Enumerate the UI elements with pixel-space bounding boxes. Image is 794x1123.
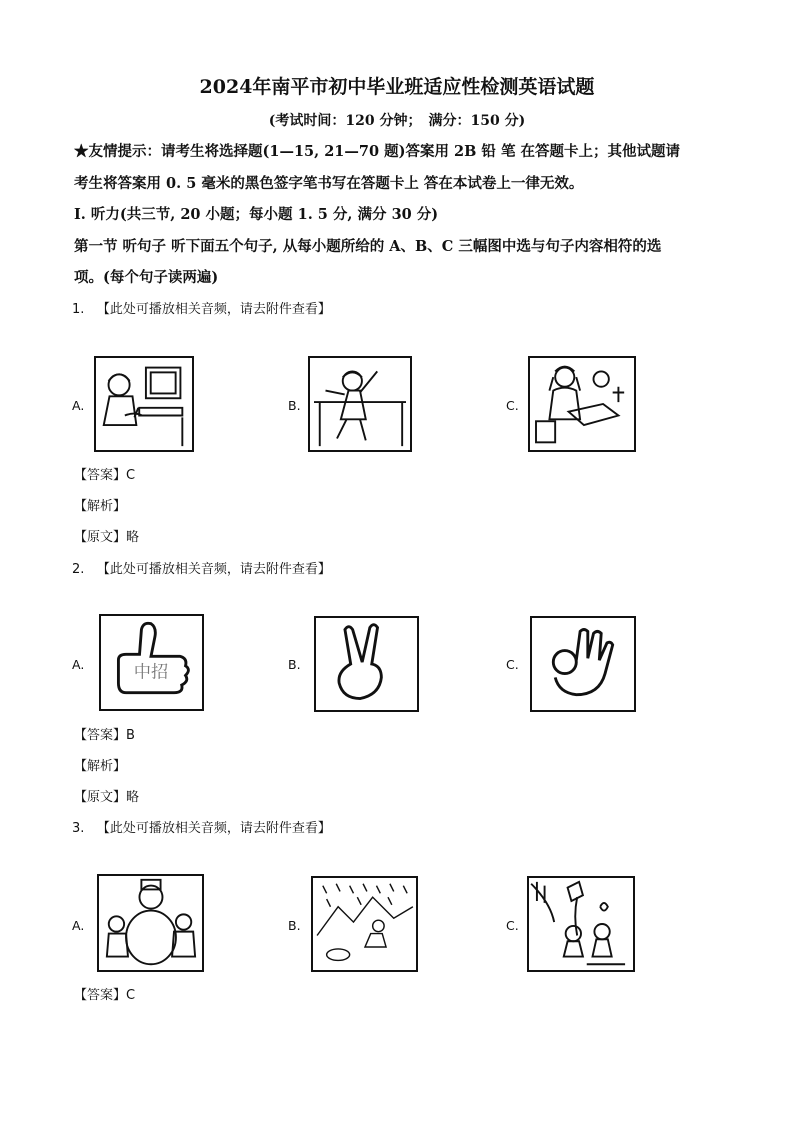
original-value: 略 [126,530,140,545]
thumbs-up-image[interactable] [99,614,204,711]
answer-value: C [126,468,136,483]
girl-computer-image[interactable] [94,356,194,452]
question-2-analysis [74,755,126,774]
question-number: 1. [72,302,85,317]
option-label: C. [506,918,519,933]
option-label: C. [506,398,519,413]
option-label: B. [288,398,301,413]
watermark-text: 中招 [133,662,169,683]
question-2-prompt [72,558,331,577]
original-label: 【原文】 [74,790,127,805]
option-label: A. [72,657,85,672]
question-number: 3. [72,821,85,836]
kite-flying-image[interactable] [527,876,635,972]
snowman-image[interactable] [97,874,204,972]
question-1-original [74,526,139,545]
notice-line-2: 考生将答案用 0. 5 毫米的黑色签字笔书写在答题卡上 答在本试卷上一律无效。 [74,175,584,192]
page-title: 2024年南平市初中毕业班适应性检测英语试题 [199,76,595,98]
option-label: B. [288,918,301,933]
exam-info: (考试时间：120 分钟； 满分：150 分) [268,113,526,129]
question-1-answer [74,464,135,483]
audio-prompt[interactable]: 【此处可播放相关音频，请去附件查看】 [96,562,331,577]
answer-label: 【答案】 [74,468,127,483]
girl-reading-image[interactable] [528,356,636,452]
question-1-prompt [72,298,331,317]
part1-instruction-1: 第一节 听句子 听下面五个句子, 从每小题所给的 A、B、C 三幅图中选与句子内容相符的选 [74,238,662,255]
question-number: 2. [72,562,85,577]
audio-prompt[interactable]: 【此处可播放相关音频，请去附件查看】 [96,821,331,836]
question-1-analysis [74,495,126,514]
section-heading: I. 听力(共三节, 20 小题；每小题 1. 5 分, 满分 30 分) [74,206,439,223]
analysis-label: 【解析】 [74,759,127,774]
part1-instruction-2: 项。(每个句子读两遍) [74,269,219,286]
answer-value: C [126,988,136,1003]
question-2-original [74,786,139,805]
question-3-prompt [72,817,331,836]
question-2-answer [74,724,135,743]
notice-line-1: ★友情提示：请考生将选择题(1—15, 21—70 题)答案用 2B 铅 笔 在答题卡上；其他试题请 [74,143,681,160]
option-label: A. [72,918,85,933]
original-value: 略 [126,790,140,805]
analysis-label: 【解析】 [74,499,127,514]
option-label: B. [288,657,301,672]
rain-mountain-image[interactable] [311,876,418,972]
answer-value: B [126,728,135,743]
answer-label: 【答案】 [74,728,127,743]
original-label: 【原文】 [74,530,127,545]
ok-sign-image[interactable] [530,616,636,712]
question-3-answer [74,984,135,1003]
option-label: A. [72,398,85,413]
answer-label: 【答案】 [74,988,127,1003]
girl-dancing-image[interactable] [308,356,412,452]
audio-prompt[interactable]: 【此处可播放相关音频，请去附件查看】 [96,302,331,317]
option-label: C. [506,657,519,672]
victory-sign-image[interactable] [314,616,419,712]
